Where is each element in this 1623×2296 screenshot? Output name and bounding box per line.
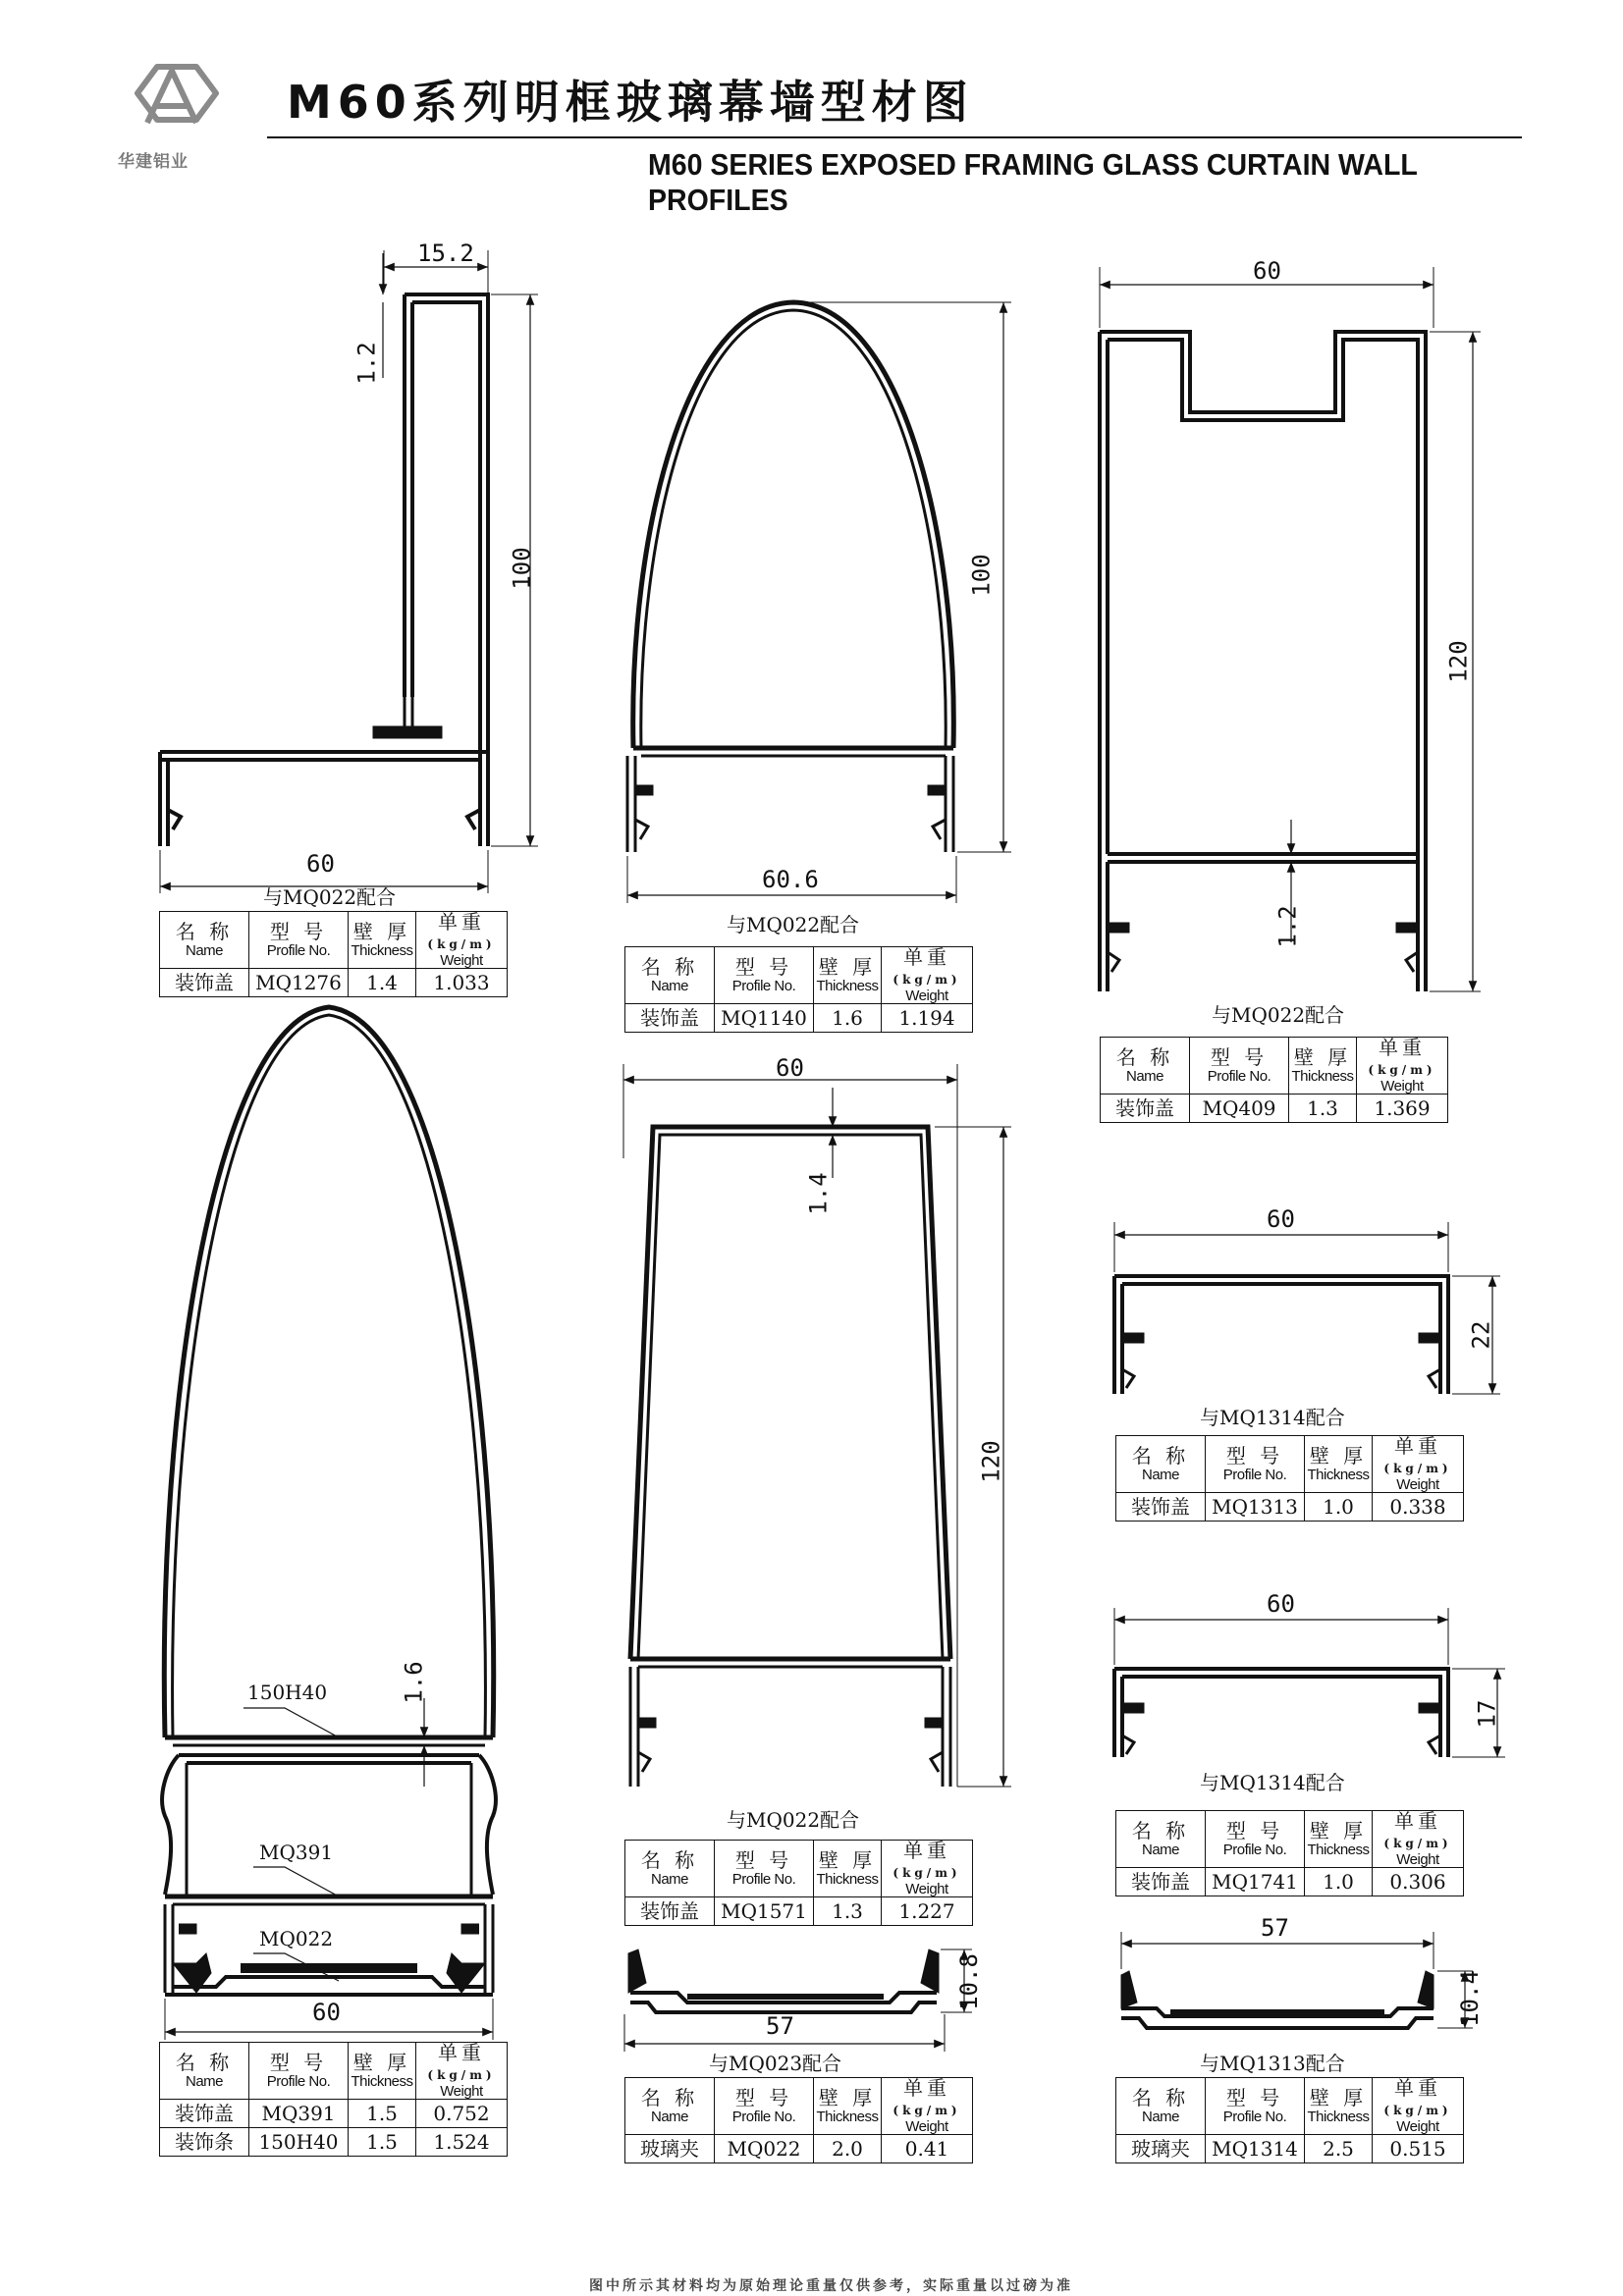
cell-thickness: 2.5 [1305,2135,1373,2163]
cell-weight: 1.033 [416,969,508,997]
cell-profile: MQ409 [1190,1095,1289,1123]
dim-height: 10.4 [1455,1970,1484,2027]
dim-width: 60 [1267,1205,1295,1233]
spec-table-mq1140: 名 称 Name 型 号 Profile No. 壁 厚 Thickness 单重(kg/m) Weight 装饰盖 MQ1140 1.6 1.194 [624,946,973,1033]
spec-table-mq1741: 名 称 Name 型 号 Profile No. 壁 厚 Thickness 单重(kg/m) Weight 装饰盖 MQ1741 1.0 0.306 [1115,1810,1464,1896]
cell-thickness: 1.3 [1289,1095,1357,1123]
cell-thickness: 2.0 [814,2135,882,2163]
dim-base-width: 60 [306,850,335,878]
match-note: 与MQ023配合 [709,2052,842,2075]
cell-thickness: 1.0 [1305,1493,1373,1522]
cell-weight: 0.338 [1373,1493,1464,1522]
dim-width: 15.2 [417,240,474,267]
profile-mq1313-drawing [1114,1222,1500,1394]
dim-wall: 1.2 [1273,905,1302,948]
match-note: 与MQ1313配合 [1200,2052,1345,2075]
cell-profile: MQ1140 [715,1004,814,1033]
dim-width: 57 [1261,1914,1289,1942]
cell-name: 玻璃夹 [625,2135,715,2163]
dim-height: 120 [977,1440,1005,1483]
dim-wall: 1.6 [400,1661,428,1704]
profile-mq409-drawing [1100,267,1481,991]
dim-width: 57 [766,2012,794,2040]
match-note: 与MQ1314配合 [1200,1406,1345,1429]
cell-name: 装饰盖 [1116,1868,1206,1896]
cell-profile: MQ391 [249,2100,349,2128]
cell-name: 装饰条 [160,2128,249,2157]
dim-height: 17 [1473,1699,1501,1729]
cell-profile: MQ1276 [249,969,349,997]
dim-width: 60 [1267,1590,1295,1618]
cell-weight: 1.369 [1357,1095,1448,1123]
dim-height: 100 [967,554,996,597]
cell-weight: 1.194 [882,1004,973,1033]
cell-profile: MQ022 [715,2135,814,2163]
company-logo-text: 华建铝业 [118,152,189,172]
match-note: 与MQ022配合 [727,913,860,936]
profile-mq1314-drawing [1121,1932,1473,2028]
profile-mq1741-drawing [1114,1608,1505,1757]
match-note: 与MQ022配合 [263,885,397,909]
profile-mq022-drawing [624,1949,972,2052]
dim-width: 60 [312,1999,341,2026]
match-note: 与MQ022配合 [1212,1003,1345,1027]
dim-wall: 1.2 [352,342,381,385]
dim-height: 10.8 [954,1953,983,2010]
profile-mq1276-drawing [160,250,538,893]
cell-profile: 150H40 [249,2128,349,2157]
cell-name: 装饰盖 [160,2100,249,2128]
spec-table-mq1314: 名 称 Name 型 号 Profile No. 壁 厚 Thickness 单重(kg/m) Weight 玻璃夹 MQ1314 2.5 0.515 [1115,2077,1464,2163]
profile-mq1140-drawing [627,302,1011,903]
dim-width: 60 [1253,257,1281,285]
profile-mq391-assembly-drawing [162,1007,496,2040]
dim-wall: 1.4 [804,1172,833,1215]
dim-height: 22 [1467,1320,1495,1350]
cell-name: 装饰盖 [1101,1095,1190,1123]
cell-thickness: 1.5 [349,2100,416,2128]
spec-table-mq022: 名 称 Name 型 号 Profile No. 壁 厚 Thickness 单重(kg/m) Weight 玻璃夹 MQ022 2.0 0.41 [624,2077,973,2163]
match-note: 与MQ022配合 [727,1808,860,1832]
dim-height: 120 [1444,640,1473,683]
spec-table-mq409: 名 称 Name 型 号 Profile No. 壁 厚 Thickness 单重(kg/m) Weight 装饰盖 MQ409 1.3 1.369 [1100,1037,1448,1123]
cell-weight: 1.524 [416,2128,508,2157]
cell-weight: 0.306 [1373,1868,1464,1896]
cell-thickness: 1.3 [814,1897,882,1926]
page-title-cn: M60系列明框玻璃幕墙型材图 [287,76,974,129]
cell-name: 装饰盖 [625,1004,715,1033]
spec-table-mq1571: 名 称 Name 型 号 Profile No. 壁 厚 Thickness 单重(kg/m) Weight 装饰盖 MQ1571 1.3 1.227 [624,1840,973,1926]
footer-note: 图中所示其材料均为原始理论重量仅供参考，实际重量以过磅为准 [589,2278,1073,2294]
label-150h40: 150H40 [247,1681,328,1704]
spec-table-mq1276: 名 称 Name 型 号 Profile No. 壁 厚 Thickness 单重(kg/m) Weight 装饰盖 MQ1276 1.4 1.033 [159,911,508,997]
cell-profile: MQ1314 [1206,2135,1305,2163]
page-title-en: M60 SERIES EXPOSED FRAMING GLASS CURTAIN WALL PROFILES [648,147,1418,217]
cell-weight: 0.752 [416,2100,508,2128]
label-mq391: MQ391 [259,1841,334,1864]
cell-profile: MQ1741 [1206,1868,1305,1896]
cell-weight: 0.41 [882,2135,973,2163]
cell-weight: 0.515 [1373,2135,1464,2163]
label-mq022: MQ022 [259,1927,334,1950]
hj-monogram-icon [137,67,216,123]
cell-name: 装饰盖 [1116,1493,1206,1522]
cell-thickness: 1.5 [349,2128,416,2157]
dim-width: 60.6 [762,866,819,893]
cell-weight: 1.227 [882,1897,973,1926]
dim-height: 100 [508,547,536,590]
cell-thickness: 1.4 [349,969,416,997]
cell-profile: MQ1313 [1206,1493,1305,1522]
cell-thickness: 1.6 [814,1004,882,1033]
dim-width: 60 [776,1054,804,1082]
spec-table-mq1313: 名 称 Name 型 号 Profile No. 壁 厚 Thickness 单重(kg/m) Weight 装饰盖 MQ1313 1.0 0.338 [1115,1435,1464,1522]
cell-name: 玻璃夹 [1116,2135,1206,2163]
cell-profile: MQ1571 [715,1897,814,1926]
cell-name: 装饰盖 [160,969,249,997]
cell-thickness: 1.0 [1305,1868,1373,1896]
match-note: 与MQ1314配合 [1200,1771,1345,1794]
cell-name: 装饰盖 [625,1897,715,1926]
spec-table-mq391: 名 称 Name 型 号 Profile No. 壁 厚 Thickness 单重(kg/m) Weight 装饰盖 MQ391 1.5 0.752 装饰条 150H40 1.5 1.524 [159,2042,508,2157]
